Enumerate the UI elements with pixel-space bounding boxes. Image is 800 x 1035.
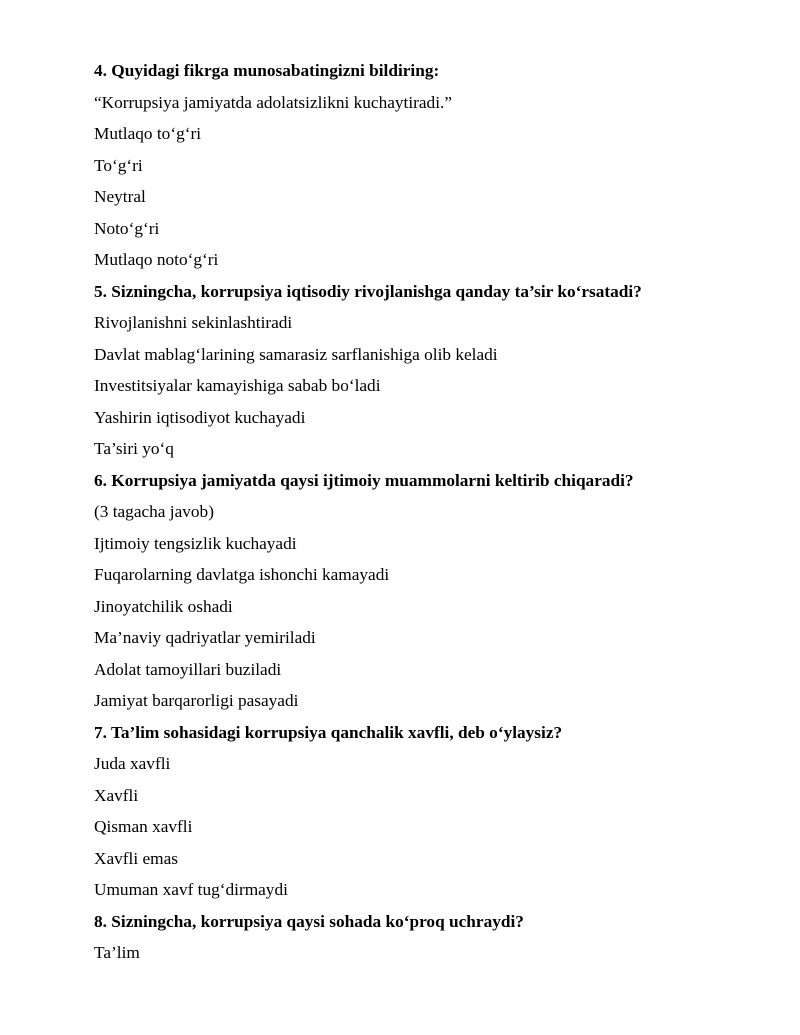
answer-option: Xavfli <box>94 785 139 805</box>
answer-option: Investitsiyalar kamayishiga sabab bo‘ladi <box>94 376 381 395</box>
answer-option: Noto‘g‘ri <box>94 218 160 238</box>
document-page <box>94 59 774 973</box>
answer-option: Ijtimoiy tengsizlik kuchayadi <box>94 533 297 553</box>
answer-option: Ma’naviy qadriyatlar yemiriladi <box>94 628 316 647</box>
answer-option: Neytral <box>94 187 146 206</box>
question-6 <box>94 469 774 721</box>
answer-option: Mutlaqo to‘g‘ri <box>94 124 202 143</box>
question-4 <box>94 59 774 280</box>
answer-option: Umuman xavf tug‘dirmaydi <box>94 880 288 899</box>
answer-option: Adolat tamoyillari buziladi <box>94 659 282 679</box>
question-7 <box>94 721 774 910</box>
question-note: (3 tagacha javob) <box>94 502 214 521</box>
question-title: 4. Quyidagi fikrga munosabatingizni bildiring: <box>94 61 440 80</box>
question-title: 7. Ta’lim sohasidagi korrupsiya qanchalik xavfli, deb o‘ylaysiz? <box>94 722 563 742</box>
answer-option: To‘g‘ri <box>94 155 143 175</box>
answer-option: Davlat mablag‘larining samarasiz sarflanishiga olib keladi <box>94 344 498 364</box>
answer-option: Fuqarolarning davlatga ishonchi kamayadi <box>94 565 390 584</box>
answer-option: Xavfli emas <box>94 848 178 868</box>
question-title: 8. Sizningcha, korrupsiya qaysi sohada ko‘proq uchraydi? <box>94 911 524 931</box>
question-8 <box>94 910 774 973</box>
answer-option: Ta’siri yo‘q <box>94 439 174 458</box>
answer-option: Yashirin iqtisodiyot kuchayadi <box>94 407 306 427</box>
question-title: 6. Korrupsiya jamiyatda qaysi ijtimoiy muammolarni keltirib chiqaradi? <box>94 470 634 490</box>
answer-option: Rivojlanishni sekinlashtiradi <box>94 313 293 332</box>
answer-option: Qisman xavfli <box>94 817 193 836</box>
question-title: 5. Sizningcha, korrupsiya iqtisodiy rivojlanishga qanday ta’sir ko‘rsatadi? <box>94 281 642 301</box>
answer-option: Juda xavfli <box>94 754 171 773</box>
answer-option: Mutlaqo noto‘g‘ri <box>94 250 219 269</box>
answer-option: Ta’lim <box>94 943 140 962</box>
answer-option: Jamiyat barqarorligi pasayadi <box>94 691 299 710</box>
question-5 <box>94 280 774 469</box>
answer-option: Jinoyatchilik oshadi <box>94 596 233 616</box>
question-statement: “Korrupsiya jamiyatda adolatsizlikni kuchaytiradi.” <box>94 92 452 112</box>
